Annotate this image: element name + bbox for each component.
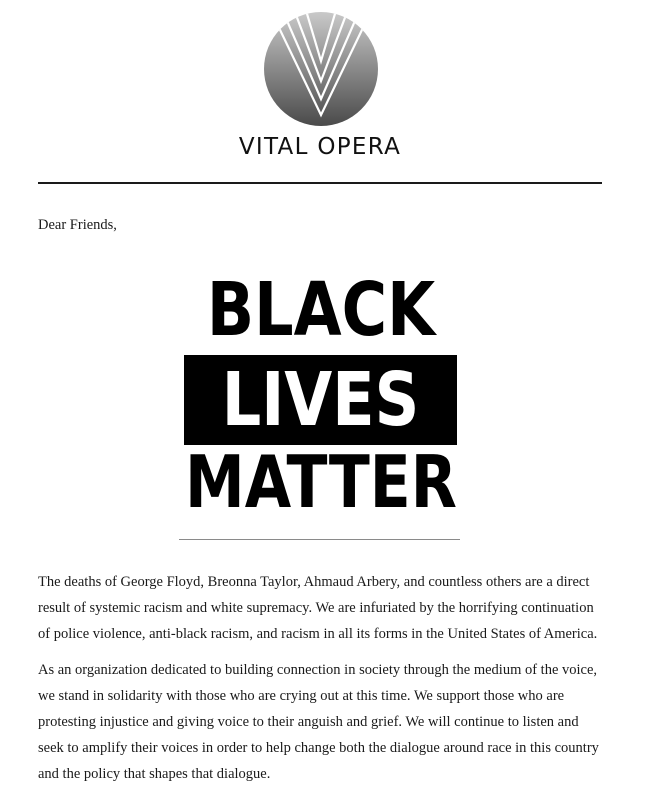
salutation: Dear Friends, [38, 217, 117, 233]
body-paragraph: As an organization dedicated to building connection in society through the medium of the voice, we stand in solidarity with those who are crying out at this time. We support those who are protesting injustice and giving voice to their anguish and grief. We will continue to listen and seek to amplify their voices in order to help change both the dialogue around race in this country and the policy that shapes that dialogue. [38, 662, 599, 782]
header-divider [38, 182, 602, 184]
blm-line-lives: LIVES [221, 355, 420, 444]
blm-line-matter: MATTER [185, 441, 457, 525]
logo-wordmark: VITAL OPERA [238, 134, 402, 160]
blm-line-black: BLACK [206, 265, 436, 354]
vital-opera-v-logo-icon [263, 11, 379, 127]
vital-opera-logo [0, 0, 647, 170]
blm-black-box [184, 355, 457, 445]
body-paragraph: The deaths of George Floyd, Breonna Taylor, Ahmaud Arbery, and countless others are a direct result of systemic racism and white supremacy. We are infuriated by the horrifying continuation of police violence, anti-black racism, and racism in all its forms in the United States of America. [38, 574, 598, 642]
image-divider [179, 539, 460, 540]
black-lives-matter-image [180, 265, 462, 525]
